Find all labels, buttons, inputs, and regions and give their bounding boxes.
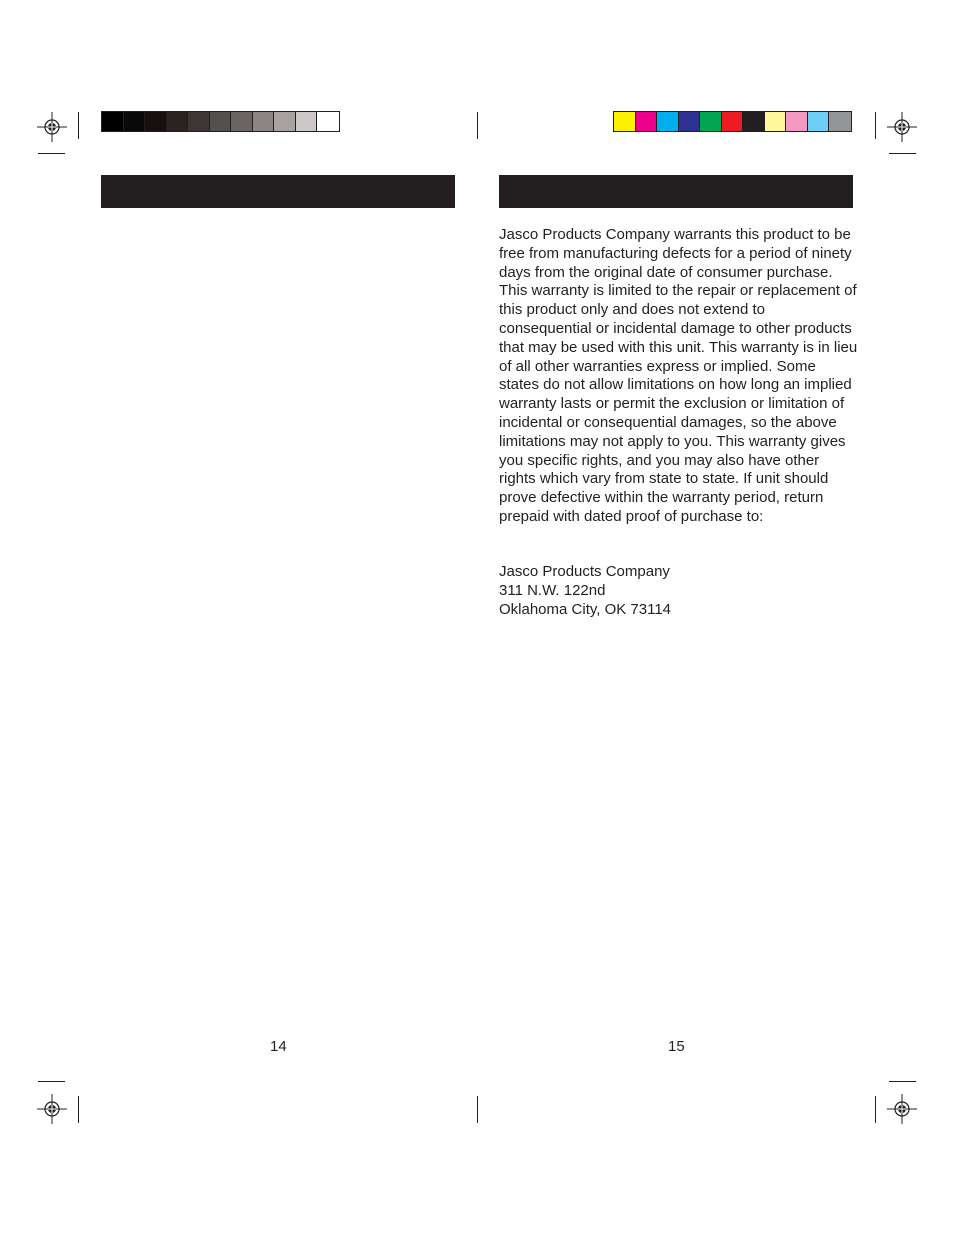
- right-page-number: 15: [668, 1038, 685, 1055]
- registration-mark-icon: [37, 1094, 67, 1124]
- warranty-paragraph: Jasco Products Company warrants this product to be free from manufacturing defects for a period of ninety days from the original date of consumer purchase. This warranty is limited to the repair or replacement of this product only and does not extend to consequential or incidental damage to other products that may be used with this unit. This warranty is in lieu of all other warranties express or implied. Some states do not allow limitations on how long an implied warranty lasts or permit the exclusion or limitation of incidental or consequential damages, so the above limitations may not apply to you. This warranty gives you specific rights, and you may also have other rights which vary from state to state. If unit should prove defective within the warranty period, return prepaid with dated proof of purchase to:: [499, 226, 858, 525]
- left-section-header-bar: [101, 175, 455, 208]
- color-swatch: [188, 112, 210, 131]
- color-swatch: [808, 112, 830, 131]
- color-swatch: [743, 112, 765, 131]
- address-line: Oklahoma City, OK 73114: [499, 600, 672, 618]
- color-swatch: [210, 112, 232, 131]
- crop-mark: [889, 1081, 916, 1082]
- crop-mark: [78, 112, 79, 139]
- color-swatch: [124, 112, 146, 131]
- return-address: [499, 563, 671, 619]
- color-swatch: [657, 112, 679, 131]
- right-section-header-bar: [499, 175, 853, 208]
- crop-mark: [875, 112, 876, 139]
- color-swatch: [102, 112, 124, 131]
- color-swatch: [231, 112, 253, 131]
- color-swatch: [636, 112, 658, 131]
- color-swatch: [700, 112, 722, 131]
- color-swatch: [253, 112, 275, 131]
- crop-mark: [477, 112, 478, 139]
- crop-mark: [38, 153, 65, 154]
- registration-mark-icon: [887, 1094, 917, 1124]
- color-swatch: [145, 112, 167, 131]
- color-swatch: [679, 112, 701, 131]
- registration-mark-icon: [887, 112, 917, 142]
- left-page-number: 14: [270, 1038, 287, 1055]
- address-line: Jasco Products Company: [499, 563, 670, 580]
- crop-mark: [875, 1096, 876, 1123]
- color-swatch: [765, 112, 787, 131]
- crop-mark: [38, 1081, 65, 1082]
- color-swatch: [167, 112, 189, 131]
- color-swatch: [317, 112, 339, 131]
- color-swatch: [274, 112, 296, 131]
- address-line: 311 N.W. 122nd: [499, 581, 606, 599]
- color-calibration-bar: [613, 111, 852, 132]
- crop-mark: [78, 1096, 79, 1123]
- crop-mark: [889, 153, 916, 154]
- crop-mark: [477, 1096, 478, 1123]
- color-swatch: [614, 112, 636, 131]
- color-swatch: [722, 112, 744, 131]
- warranty-text: [499, 226, 859, 527]
- grayscale-calibration-bar: [101, 111, 340, 132]
- color-swatch: [829, 112, 851, 131]
- color-swatch: [296, 112, 318, 131]
- registration-mark-icon: [37, 112, 67, 142]
- color-swatch: [786, 112, 808, 131]
